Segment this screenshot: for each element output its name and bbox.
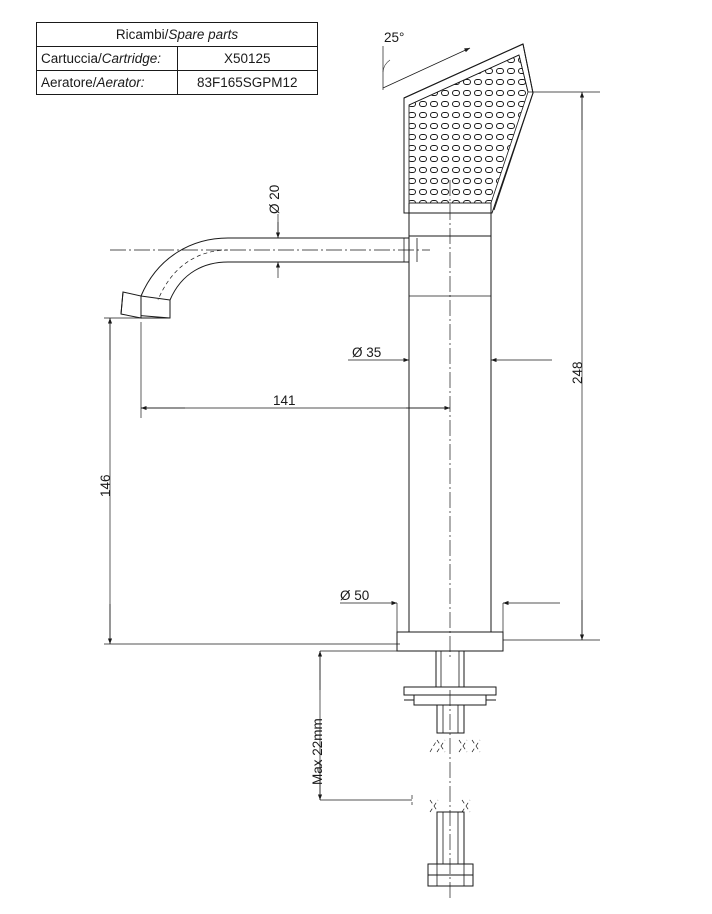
cartridge-label-it: Cartuccia/ bbox=[41, 50, 102, 66]
max-thickness-label: Max 22mm bbox=[310, 718, 325, 785]
body-diameter-label: Ø 35 bbox=[352, 345, 382, 360]
spout-reach-label: 141 bbox=[273, 393, 296, 408]
aerator-label-en: Aerator: bbox=[96, 74, 145, 90]
spout-diameter-label: Ø 20 bbox=[267, 184, 282, 214]
aerator-label-it: Aeratore/ bbox=[41, 74, 97, 90]
dimension-total-height bbox=[503, 92, 600, 640]
aerator-head bbox=[404, 44, 533, 236]
parts-title-en: Spare parts bbox=[168, 26, 239, 42]
base-diameter-label: Ø 50 bbox=[340, 588, 370, 603]
spout-height-label: 146 bbox=[98, 474, 113, 497]
cartridge-code: X50125 bbox=[177, 47, 318, 71]
cartridge-label-en: Cartridge: bbox=[101, 50, 162, 66]
parts-title-it: Ricambi/ bbox=[115, 26, 169, 42]
angle-label: 25° bbox=[384, 30, 405, 45]
total-height-label: 248 bbox=[570, 361, 585, 384]
aerator-code: 83F165SGPM12 bbox=[177, 71, 318, 95]
dimension-max-thickness bbox=[320, 651, 432, 805]
